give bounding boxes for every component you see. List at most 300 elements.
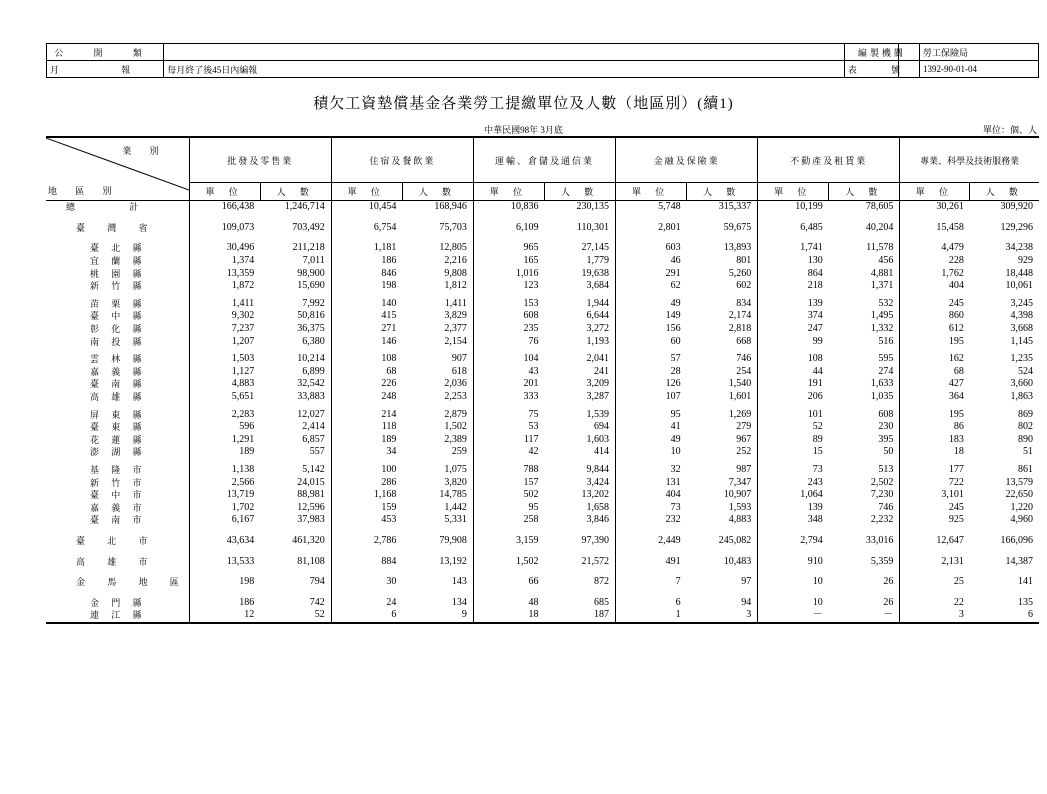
units-cell: 1,291: [231, 433, 255, 445]
region-label: 澎 湖 縣: [46, 446, 189, 459]
units-cell: 131: [616, 476, 687, 489]
persons-cell: 4,883: [728, 514, 752, 526]
units-cell: 860: [900, 310, 970, 323]
persons-cell: 3,829: [444, 310, 467, 322]
units-cell: 6,167: [231, 514, 255, 526]
persons-cell: 4,881: [870, 267, 894, 279]
table-row: [46, 293, 1039, 311]
units-cell: 608: [473, 310, 544, 323]
persons-cell: 1,269: [728, 408, 752, 420]
persons-cell: 4,960: [1010, 514, 1033, 526]
units-cell: 6,485: [758, 214, 829, 235]
persons-cell: 230: [878, 421, 894, 433]
persons-cell: 279: [736, 421, 752, 433]
sub-header-row: [46, 183, 1039, 201]
units-cell: 291: [616, 267, 687, 280]
units-cell: 118: [331, 421, 402, 434]
units-cell: 348: [758, 514, 829, 527]
table-row: [46, 527, 1039, 548]
persons-cell: 50: [883, 446, 894, 458]
persons-cell: 2,174: [728, 310, 752, 322]
table-row: [46, 434, 1039, 447]
units-cell: 95: [473, 501, 544, 514]
persons-cell: 2,879: [444, 408, 467, 420]
persons-cell: 802: [1018, 421, 1033, 433]
units-cell: 108: [758, 348, 829, 366]
persons-cell: 13,192: [439, 555, 467, 567]
persons-cell: 309,920: [1000, 201, 1033, 213]
units-cell: 130: [758, 255, 829, 268]
persons-cell: 907: [451, 353, 467, 365]
units-cell: 1,016: [473, 267, 544, 280]
persons-cell: 33,883: [297, 391, 325, 403]
region-label: 南 投 縣: [46, 335, 189, 348]
units-cell: 415: [331, 310, 402, 323]
persons-cell: 10,061: [1005, 280, 1033, 292]
persons-cell: 461,320: [292, 534, 325, 546]
units-cell: 232: [616, 514, 687, 527]
agency-value: 勞工保險局: [920, 44, 1039, 61]
persons-cell: 11,578: [866, 242, 894, 254]
persons-cell: 3,287: [586, 391, 610, 403]
table-row: [46, 201, 1039, 214]
units-cell: 258: [473, 514, 544, 527]
region-label: 臺 東 縣: [46, 421, 189, 434]
units-cell: 1,503: [231, 353, 255, 365]
units-cell: 453: [331, 514, 402, 527]
persons-cell: 1,658: [586, 501, 610, 513]
units-cell: 73: [758, 459, 829, 477]
region-label: 苗 栗 縣: [46, 293, 189, 311]
persons-cell: 33,016: [865, 534, 894, 546]
form-label: 表 號: [844, 61, 919, 78]
region-label: 新 竹 縣: [46, 280, 189, 293]
region-label: 金 門 縣: [46, 588, 189, 609]
persons-cell: 861: [1018, 463, 1033, 475]
units-cell: 248: [331, 391, 402, 404]
units-cell: 1,374: [231, 255, 255, 267]
units-cell: 245: [900, 293, 970, 311]
table-row: [46, 446, 1039, 459]
persons-cell: 98,900: [297, 267, 325, 279]
units-cell: 1,741: [758, 234, 829, 255]
units-cell: 89: [758, 434, 829, 447]
units-cell: 76: [473, 335, 544, 348]
units-cell: 965: [473, 234, 544, 255]
units-cell: 603: [616, 234, 687, 255]
region-label: 嘉 義 縣: [46, 366, 189, 379]
persons-cell: 608: [878, 408, 894, 420]
units-cell: 44: [758, 366, 829, 379]
units-cell: 4,883: [231, 378, 255, 390]
sub-header-persons: 人 數: [970, 183, 1039, 201]
region-label: 雲 林 縣: [46, 348, 189, 366]
sub-header-units: 單 位: [331, 183, 402, 201]
region-label: 臺 中 縣: [46, 310, 189, 323]
persons-cell: 6,380: [302, 335, 325, 347]
persons-cell: 26: [883, 596, 894, 608]
table-row: [46, 214, 1039, 235]
persons-cell: 1,371: [870, 280, 894, 292]
persons-cell: 187: [544, 609, 615, 623]
units-cell: 7,237: [231, 323, 255, 335]
units-cell: 42: [473, 446, 544, 459]
units-cell: 7: [616, 568, 687, 589]
persons-cell: 746: [878, 501, 894, 513]
units-cell: 30,261: [900, 201, 970, 214]
units-cell: 404: [616, 489, 687, 502]
persons-cell: 259: [451, 446, 467, 458]
industry-header: 住宿及餐飲業: [331, 137, 473, 183]
table-row: [46, 568, 1039, 589]
industry-header: 金融及保險業: [616, 137, 758, 183]
sub-header-persons: 人 數: [687, 183, 758, 201]
agency-info-box: [844, 43, 1039, 78]
publication-blank: [164, 44, 899, 61]
region-label: 彰 化 縣: [46, 323, 189, 336]
persons-cell: 3,424: [586, 476, 610, 488]
persons-cell: 134: [451, 596, 467, 608]
persons-cell: 2,216: [444, 255, 467, 267]
region-label: 基 隆 市: [46, 459, 189, 477]
sub-header-persons: 人 數: [260, 183, 331, 201]
region-label: 金 馬 地 區: [46, 568, 189, 589]
persons-cell: 5,331: [444, 514, 467, 526]
persons-cell: 19,638: [581, 267, 610, 279]
units-cell: 15,458: [900, 214, 970, 235]
units-cell: 75: [473, 403, 544, 421]
persons-cell: 3: [687, 609, 758, 623]
persons-cell: 211,218: [292, 242, 325, 254]
units-cell: 910: [758, 547, 829, 568]
region-label: 臺 南 市: [46, 514, 189, 527]
industry-header: 運輸、倉儲及通信業: [473, 137, 615, 183]
units-cell: 28: [616, 366, 687, 379]
persons-cell: 1,540: [728, 378, 752, 390]
units-cell: 214: [331, 403, 402, 421]
units-cell: 18: [473, 609, 544, 623]
units-cell: 925: [900, 514, 970, 527]
units-cell: 49: [616, 434, 687, 447]
units-cell: 12: [189, 609, 260, 623]
persons-cell: 1,145: [1010, 335, 1033, 347]
persons-cell: 1,603: [586, 433, 610, 445]
sub-header-units: 單 位: [473, 183, 544, 201]
persons-cell: 274: [878, 365, 894, 377]
units-cell: 6,109: [473, 214, 544, 235]
persons-cell: 6,644: [586, 310, 610, 322]
units-cell: 218: [758, 280, 829, 293]
region-label: 屏 東 縣: [46, 403, 189, 421]
persons-cell: 2,036: [444, 378, 467, 390]
units-cell: 364: [900, 391, 970, 404]
persons-cell: 685: [594, 596, 610, 608]
persons-cell: 9: [402, 609, 473, 623]
region-label: 臺 灣 省: [46, 214, 189, 235]
units-cell: 286: [331, 476, 402, 489]
corner-industry-label: 業 別: [122, 146, 167, 156]
persons-cell: 2,502: [870, 476, 894, 488]
persons-cell: 14,785: [439, 489, 467, 501]
units-cell: 1,207: [231, 335, 255, 347]
persons-cell: 10,214: [297, 353, 325, 365]
units-cell: 2,794: [758, 527, 829, 548]
units-cell: 2,283: [231, 408, 255, 420]
units-cell: 149: [616, 310, 687, 323]
units-cell: 6: [616, 588, 687, 609]
units-cell: 100: [331, 459, 402, 477]
region-label: 臺 北 市: [46, 527, 189, 548]
units-cell: 43: [473, 366, 544, 379]
units-cell: 41: [616, 421, 687, 434]
units-cell: 374: [758, 310, 829, 323]
units-cell: 25: [900, 568, 970, 589]
sub-header-units: 單 位: [758, 183, 829, 201]
units-cell: 153: [473, 293, 544, 311]
units-cell: 201: [473, 378, 544, 391]
persons-cell: 2,414: [302, 421, 325, 433]
table-body: [46, 201, 1039, 623]
persons-cell: 513: [878, 463, 894, 475]
persons-cell: 3,660: [1010, 378, 1033, 390]
units-cell: 117: [473, 434, 544, 447]
table-row: [46, 501, 1039, 514]
persons-cell: 3,245: [1010, 297, 1033, 309]
persons-cell: 1,495: [870, 310, 894, 322]
sub-header-units: 單 位: [189, 183, 260, 201]
persons-cell: 141: [1018, 576, 1033, 588]
persons-cell: 929: [1018, 255, 1033, 267]
units-cell: 13,533: [226, 555, 255, 567]
persons-cell: 135: [1018, 596, 1033, 608]
units-cell: 10: [758, 568, 829, 589]
region-label: 臺 北 縣: [46, 234, 189, 255]
units-cell: 10,454: [331, 201, 402, 214]
units-cell: 68: [331, 366, 402, 379]
units-cell: －: [758, 609, 829, 623]
persons-cell: 1,593: [728, 501, 752, 513]
persons-cell: 14,387: [1005, 555, 1033, 567]
units-cell: 30: [331, 568, 402, 589]
report-date: 中華民國98年 3月底: [484, 125, 563, 135]
persons-cell: 2,154: [444, 335, 467, 347]
table-row: [46, 547, 1039, 568]
persons-cell: 37,983: [297, 514, 325, 526]
persons-cell: 7,230: [870, 489, 894, 501]
persons-cell: 872: [594, 576, 610, 588]
region-label: 臺 南 縣: [46, 378, 189, 391]
table-row: [46, 489, 1039, 502]
region-label: 桃 園 縣: [46, 267, 189, 280]
persons-cell: 456: [878, 255, 894, 267]
corner-region-label: 地 區 別: [48, 186, 120, 196]
persons-cell: 59,675: [723, 221, 752, 233]
table-row: [46, 255, 1039, 268]
units-cell: 62: [616, 280, 687, 293]
page-title: 積欠工資墊償基金各業勞工提繳單位及人數（地區別）(續1): [313, 96, 734, 112]
persons-cell: 51: [1023, 446, 1033, 458]
units-cell: 228: [900, 255, 970, 268]
units-cell: 1,762: [900, 267, 970, 280]
persons-cell: 668: [736, 335, 752, 347]
units-cell: 13,719: [226, 489, 255, 501]
persons-cell: 1,442: [444, 501, 467, 513]
units-cell: 191: [758, 378, 829, 391]
table-row: [46, 403, 1039, 421]
table-row: [46, 280, 1039, 293]
units-cell: 722: [900, 476, 970, 489]
units-cell: 107: [616, 391, 687, 404]
table-row: [46, 335, 1039, 348]
persons-cell: 79,908: [439, 534, 467, 546]
industry-header: 批發及零售業: [189, 137, 331, 183]
persons-cell: 9,808: [444, 267, 467, 279]
units-cell: 57: [616, 348, 687, 366]
frequency-label: 月 報: [47, 61, 164, 78]
persons-cell: 2,253: [444, 391, 467, 403]
persons-cell: 1,944: [586, 297, 610, 309]
persons-cell: 3,209: [586, 378, 610, 390]
schedule-text: 每月終了後45日內編報: [164, 61, 899, 78]
persons-cell: 703,492: [292, 221, 325, 233]
persons-cell: 254: [736, 365, 752, 377]
table-row: [46, 421, 1039, 434]
persons-cell: 1,332: [870, 323, 894, 335]
units-cell: 6: [331, 609, 402, 623]
persons-cell: 15,690: [297, 280, 325, 292]
units-cell: 10: [616, 446, 687, 459]
units-cell: 206: [758, 391, 829, 404]
units-cell: 60: [616, 335, 687, 348]
region-label: 宜 蘭 縣: [46, 255, 189, 268]
units-cell: 101: [758, 403, 829, 421]
persons-cell: －: [829, 609, 900, 623]
persons-cell: 21,572: [581, 555, 610, 567]
units-cell: 159: [331, 501, 402, 514]
units-cell: 2,449: [616, 527, 687, 548]
units-cell: 146: [331, 335, 402, 348]
persons-cell: 252: [736, 446, 752, 458]
persons-cell: 5,142: [302, 463, 325, 475]
persons-cell: 6,899: [302, 365, 325, 377]
persons-cell: 2,818: [728, 323, 752, 335]
persons-cell: 52: [260, 609, 331, 623]
persons-cell: 794: [309, 576, 325, 588]
persons-cell: 24,015: [297, 476, 325, 488]
table-row: [46, 391, 1039, 404]
persons-cell: 97: [741, 576, 752, 588]
units-cell: 1,411: [232, 297, 255, 309]
persons-cell: 869: [1018, 408, 1033, 420]
persons-cell: 414: [594, 446, 610, 458]
units-cell: 48: [473, 588, 544, 609]
units-cell: 1,872: [231, 280, 255, 292]
sub-header-persons: 人 數: [829, 183, 900, 201]
region-label: 總 計: [46, 201, 189, 214]
units-cell: 5,748: [616, 201, 687, 214]
units-cell: 612: [900, 323, 970, 336]
units-cell: 247: [758, 323, 829, 336]
persons-cell: 241: [594, 365, 610, 377]
persons-cell: 1,863: [1010, 391, 1033, 403]
units-cell: 46: [616, 255, 687, 268]
table-row: [46, 323, 1039, 336]
units-cell: 157: [473, 476, 544, 489]
persons-cell: 5,260: [728, 267, 752, 279]
persons-cell: 516: [878, 335, 894, 347]
form-value: 1392-90-01-04: [920, 61, 1039, 78]
units-cell: 3,101: [900, 489, 970, 502]
units-cell: 12,647: [900, 527, 970, 548]
persons-cell: 1,633: [870, 378, 894, 390]
persons-cell: 2,377: [444, 323, 467, 335]
persons-cell: 6: [970, 609, 1039, 623]
persons-cell: 3,684: [586, 280, 610, 292]
persons-cell: 694: [594, 421, 610, 433]
persons-cell: 6,857: [302, 433, 325, 445]
persons-cell: 1,246,714: [284, 201, 325, 213]
units-cell: 10,199: [758, 201, 829, 214]
publication-label: 公 開 類: [47, 44, 164, 61]
units-cell: 139: [758, 293, 829, 311]
units-cell: 109,073: [221, 221, 255, 233]
persons-cell: 395: [878, 433, 894, 445]
persons-cell: 12,027: [297, 408, 325, 420]
persons-cell: 245,082: [718, 534, 752, 546]
units-cell: 5,651: [231, 391, 255, 403]
units-cell: 166,438: [221, 201, 255, 213]
persons-cell: 166,096: [1000, 534, 1033, 546]
region-label: 花 蓮 縣: [46, 434, 189, 447]
units-cell: 235: [473, 323, 544, 336]
units-cell: 24: [331, 588, 402, 609]
units-cell: 165: [473, 255, 544, 268]
units-cell: 333: [473, 391, 544, 404]
units-cell: 30,496: [226, 242, 255, 254]
units-cell: 10,836: [473, 201, 544, 214]
units-cell: 126: [616, 378, 687, 391]
persons-cell: 5,359: [870, 555, 894, 567]
persons-cell: 13,202: [581, 489, 610, 501]
units-cell: 864: [758, 267, 829, 280]
persons-cell: 12,805: [439, 242, 467, 254]
persons-cell: 9,844: [586, 463, 610, 475]
region-label: 新 竹 市: [46, 476, 189, 489]
units-cell: 198: [239, 576, 255, 588]
persons-cell: 78,605: [865, 201, 894, 213]
units-cell: 271: [331, 323, 402, 336]
units-cell: 189: [239, 446, 255, 458]
table-row: [46, 476, 1039, 489]
persons-cell: 26: [883, 576, 894, 588]
persons-cell: 40,204: [865, 221, 894, 233]
persons-cell: 143: [451, 576, 467, 588]
units-cell: 18: [900, 446, 970, 459]
units-cell: 884: [331, 547, 402, 568]
units-cell: 10: [758, 588, 829, 609]
persons-cell: 75,703: [439, 221, 467, 233]
persons-cell: 12,596: [297, 501, 325, 513]
persons-cell: 97,390: [581, 534, 610, 546]
sub-header-units: 單 位: [900, 183, 970, 201]
units-cell: 226: [331, 378, 402, 391]
units-cell: 1: [616, 609, 687, 623]
persons-cell: 1,193: [586, 335, 610, 347]
persons-cell: 168,946: [434, 201, 467, 213]
persons-cell: 129,296: [1000, 221, 1033, 233]
units-cell: 243: [758, 476, 829, 489]
units-cell: 43,634: [226, 534, 255, 546]
